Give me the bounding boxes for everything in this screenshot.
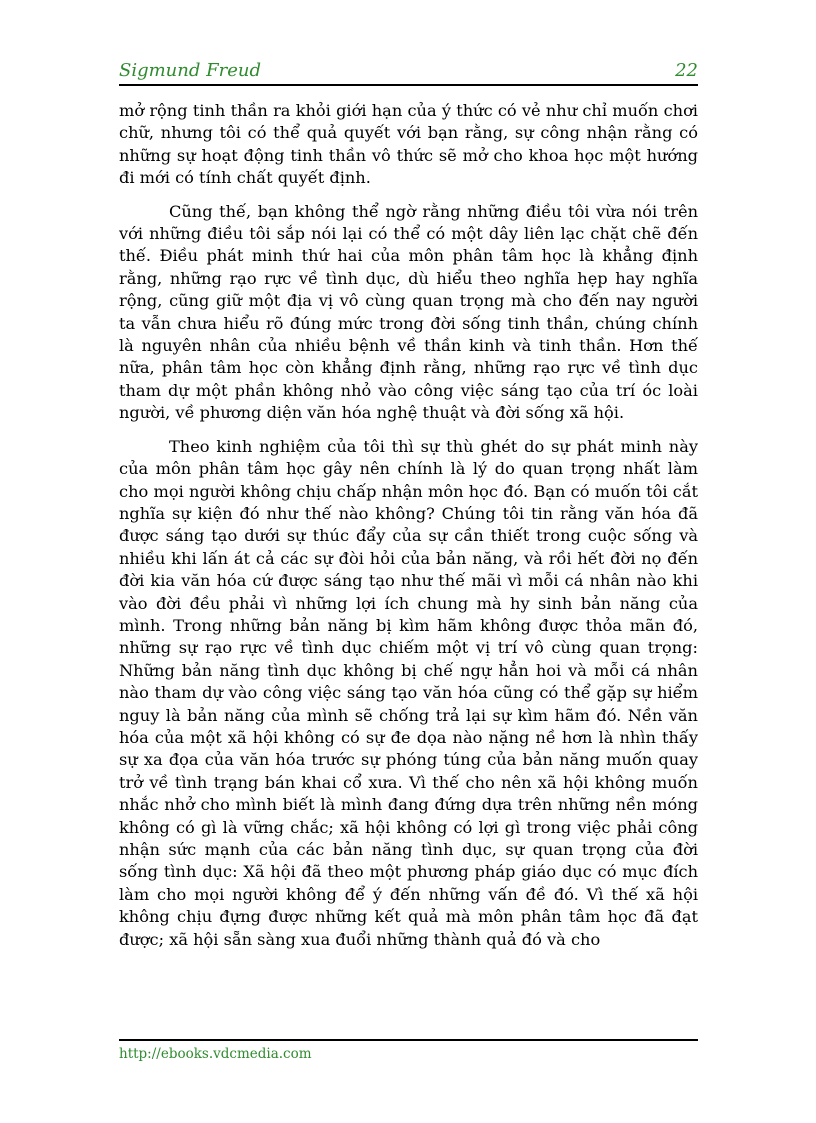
footer-divider	[119, 1039, 698, 1041]
body-text	[119, 100, 698, 962]
page-number: 22	[675, 60, 698, 81]
author-name: Sigmund Freud	[119, 60, 261, 81]
paragraph-1: mở rộng tinh thần ra khỏi giới hạn của ý thức có vẻ như chỉ muốn chơi chữ, nhưng tôi có thể quả quyết với bạn rằng, sự công nhận rằng có những sự hoạt động tinh thần vô thức sẽ mở cho khoa học một hướng đi mới có tính chất quyết định.	[119, 101, 698, 188]
paragraph-3: Theo kinh nghiệm của tôi thì sự thù ghét do sự phát minh này của môn phân tâm học gây nên chính là lý do quan trọng nhất làm cho mọi người không chịu chấp nhận môn học đó. Bạn có muốn tôi cắt nghĩa sự kiện đó như thế nào không? Chúng tôi tin rằng văn hóa đã được sáng tạo dưới sự thúc đẩy của sự cần thiết trong cuộc sống và nhiều khi lấn át cả các sự đòi hỏi của bản năng, và rồi hết đời nọ đến đời kia văn hóa cứ được sáng tạo như thế mãi vì mỗi cá nhân nào khi vào đời đều phải vì những lợi ích chung mà hy sinh bản năng của mình. Trong những bản năng bị kìm hãm không được thỏa mãn đó, những sự rạo rực về tình dục chiếm một vị trí vô cùng quan trọng: Những bản năng tình dục không bị chế ngự hẳn hoi và mỗi cá nhân nào tham dự vào công việc sáng tạo văn hóa cũng có thể gặp sự hiểm nguy là bản năng của mình sẽ chống trả lại sự kìm hãm đó. Nền văn hóa của một xã hội không có sự đe dọa nào nặng nề hơn là nhìn thấy sự xa đọa của văn hóa trước sự phóng túng của bản năng muốn quay trở về tình trạng bán khai cổ xưa. Vì thế cho nên xã hội không muốn nhắc nhở cho mình biết là mình đang đứng dựa trên những nền móng không có gì là vững chắc; xã hội không có lợi gì trong việc phải công nhận sức mạnh của các bản năng tình dục, sự quan trọng của đời sống tình dục: Xã hội đã theo một phương pháp giáo dục có mục đích làm cho mọi người không để ý đến những vấn đề đó. Vì thế xã hội không chịu đựng được những kết quả mà môn phân tâm học đã đạt được; xã hội sẵn sàng xua đuổi những thành quả đó và cho	[119, 436, 698, 949]
paragraph-2: Cũng thế, bạn không thể ngờ rằng những điều tôi vừa nói trên với những điều tôi sắp nói lại có thể có một dây liên lạc chặt chẽ đến thế. Điều phát minh thứ hai của môn phân tâm học là khẳng định rằng, những rạo rực về tình dục, dù hiểu theo nghĩa hẹp hay nghĩa rộng, cũng giữ một địa vị vô cùng quan trọng mà cho đến nay người ta vẫn chưa hiểu rõ đúng mức trong đời sống tinh thần, chúng chính là nguyên nhân của nhiều bệnh về thần kinh và tinh thần. Hơn thế nữa, phân tâm học còn khẳng định rằng, những rạo rực về tình dục tham dự một phần không nhỏ vào công việc sáng tạo của trí óc loài người, về phương diện văn hóa nghệ thuật và đời sống xã hội.	[119, 201, 698, 423]
page-header	[119, 58, 698, 86]
footer-link[interactable]: http://ebooks.vdcmedia.com	[119, 1046, 312, 1062]
